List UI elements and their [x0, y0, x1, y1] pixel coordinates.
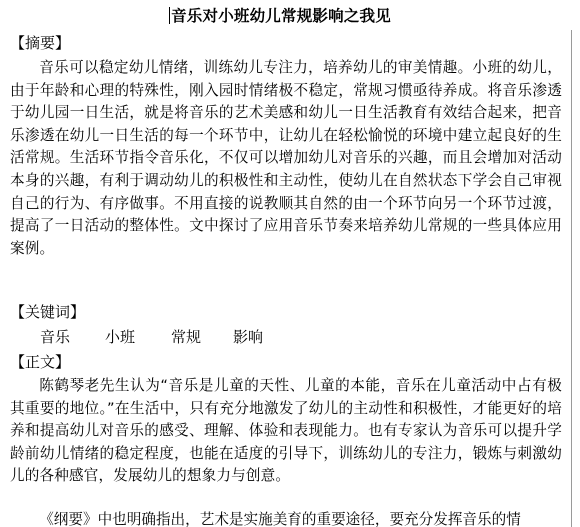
document-title-line	[0, 5, 560, 27]
keywords-heading: 【关键词】	[10, 303, 86, 321]
keywords-list	[40, 326, 273, 348]
text-cursor	[169, 7, 170, 24]
page-edge-divider	[571, 30, 572, 527]
keyword-item: 小班	[105, 328, 136, 346]
abstract-paragraph: 音乐可以稳定幼儿情绪，训练幼儿专注力，培养幼儿的审美情趣。小班的幼儿，由于年龄和心理的特殊性，刚入园时情绪极不稳定，常规习惯亟待养成。将音乐渗透于幼儿园一日生活，就是将音乐的艺术美感和幼儿一日生活教育有效结合起来，把音乐渗透在幼儿一日生活的每一个环节中，让幼儿在轻松愉悦的环境中建立起良好的生活常规。生活环节指令音乐化，不仅可以增加幼儿对音乐的兴趣，而且会增加对活动本身的兴趣，有利于调动幼儿的积极性和主动性，使幼儿在自然状态下学会自己审视自己的行为、有序做事。不用直接的说教顺其自然的由一个环节向另一个环节过渡，提高了一日活动的整体性。文中探讨了应用音乐节奏来培养幼儿常规的一些具体应用案例。	[10, 59, 562, 257]
abstract-heading: 【摘要】	[10, 34, 71, 52]
keyword-item: 常规	[171, 328, 202, 346]
body-heading: 【正文】	[10, 353, 71, 371]
body-paragraph-cutoff: 《纲要》中也明确指出，艺术是实施美育的重要途径，要充分发挥音乐的情	[39, 511, 521, 527]
keyword-item: 影响	[233, 328, 264, 346]
body-paragraph: 陈鹤琴老先生认为“音乐是儿童的天性、儿童的本能，音乐在儿童活动中占有极其重要的地位。”在生活中，只有充分地激发了幼儿的主动性和积极性，才能更好的培养和提高幼儿对音乐的感受、理解、体验和表现能力。也有专家认为音乐可以提升学龄前幼儿情绪的稳定程度，也能在适度的引导下，训练幼儿的专注力，锻炼与刺激幼儿的各种感官，发展幼儿的想象力与创意。	[10, 377, 562, 485]
keyword-item: 音乐	[40, 328, 71, 346]
document-title: 音乐对小班幼儿常规影响之我见	[171, 7, 391, 25]
